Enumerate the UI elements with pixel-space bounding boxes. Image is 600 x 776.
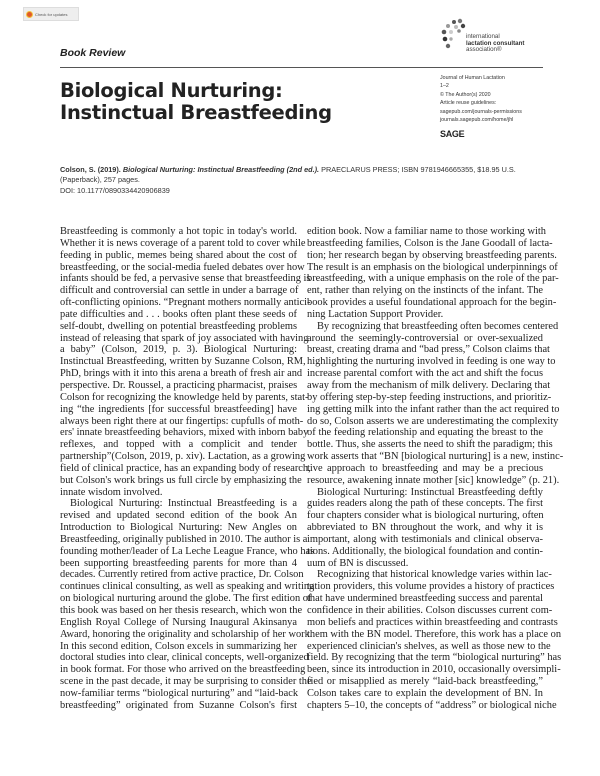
text-line: breastfeeding families, Colson is the Jane Goodall of lacta- (307, 237, 553, 249)
text-line: Colson takes care to explain the development of BN. In (307, 687, 543, 699)
book-citation (60, 165, 550, 196)
section-label: Book Review (60, 47, 126, 59)
paragraph (307, 320, 564, 487)
text-line: work asserts that “BN [biological nurturing] is a new, instinc- (307, 451, 564, 463)
text-line: field of clinical practice, has an expanding body of research, (60, 462, 311, 474)
paragraph (307, 226, 559, 321)
text-line: scene in the past decade, it may be surprising to consider the (60, 676, 312, 688)
text-line: abbreviated to BN throughout the work, and why it is (307, 522, 543, 534)
text-line: partnership”(Colson, 2019, p. xiv). Lactation, as a growing (60, 451, 306, 463)
text-line: instead of releasing that spark of joy associated with having (60, 332, 309, 344)
text-line: resource, awakening innate mother [sic] knowledge” (p. 21). (307, 474, 560, 486)
text-line: by offering step-by-step feeding instructions, and prioritiz- (307, 391, 552, 403)
text-line: tive approach to breastfeeding and may be a precious (307, 462, 543, 474)
text-line: breast, creating drama and “bad press,” Colson claims that (307, 344, 550, 356)
text-line: Instinctual Breastfeeding, written by Suzanne Colson, RM, (60, 356, 306, 368)
text-line: been supporting breastfeeding parents for more than 4 (60, 557, 297, 569)
text-line: Colson for recognizing the knowledge held by parents, stat- (60, 391, 309, 403)
text-line: reflexes, and topped with a complicit and tender (60, 439, 297, 451)
text-line: book provides a useful foundational approach for the begin- (307, 297, 557, 309)
copyright: © The Author(s) 2020 (440, 91, 491, 98)
text-line: revised and updated second edition of the book An (60, 510, 297, 522)
text-line: around the seemingly-controversial or over-sexualized (307, 332, 543, 344)
text-line: tation providers, this volume provides a history of practices (307, 581, 555, 593)
text-line: guides readers along the path of these concepts. The first (307, 498, 543, 510)
text-line: doctoral studies into clear, clinical concepts, well-organized (60, 652, 309, 664)
header-divider (60, 67, 543, 68)
text-line: breastfeeding, with a unique emphasis on the role of the par- (307, 273, 559, 285)
text-line: difficult and controversial can settle in under a barrage of (60, 285, 299, 297)
text-line: field. By recognizing that the term “biological nurturing” has (307, 652, 562, 664)
check-for-updates-label: Check for updates (35, 11, 68, 17)
check-for-updates-badge[interactable] (23, 7, 79, 21)
paragraph (307, 569, 562, 711)
journal-info (440, 74, 522, 124)
text-line: The result is an emphasis on the biological underpinnings of (307, 261, 558, 273)
citation-doi[interactable]: DOI: 10.1177/0890334420906839 (60, 185, 170, 195)
text-line: mon beliefs and practices within breastfeeding and contrasts (307, 616, 558, 628)
paragraph (60, 226, 311, 498)
reuse-label: Article reuse guidelines: (440, 100, 497, 107)
text-line: feeding in public, memes being shared about the cost of (60, 249, 297, 261)
text-line: In this second edition, Colson excels in summarizing her (60, 640, 297, 652)
text-line: English Royal College of Nursing Inaugural Akinsanya (60, 616, 297, 628)
text-line: uum of BN is discussed. (307, 557, 409, 569)
text-line: edition book. Now a familiar name to those working with (307, 226, 546, 237)
paragraph (307, 487, 543, 570)
sage-logo: SAGE (440, 129, 465, 139)
text-line: this book was based on her thesis research, which won the (60, 605, 303, 616)
body-column-right (307, 226, 564, 712)
text-line: in book format. For those who arrived on the breastfeeding (60, 664, 306, 676)
ilca-logo-text: international lactation consultant association® (466, 33, 525, 53)
paragraph (60, 498, 315, 711)
text-line: four chapters consider what is biological nurturing, often (307, 510, 544, 522)
text-line: pate difficulties and . . . books often plant these seeds of (60, 308, 297, 320)
text-line: self-doubt, dwelling on potential breastfeeding problems (60, 320, 297, 332)
text-line: perspective. Dr. Roussel, a practicing pharmacist, praises (60, 379, 298, 391)
permissions-link[interactable]: sagepub.com/journals-permissions (440, 108, 522, 115)
text-line: ing “the ingredients [for successful breastfeeding] have (60, 403, 297, 415)
text-line: fied or misapplied as merely “laid-back breastfeeding,” (307, 676, 543, 688)
journal-name: Journal of Human Lactation (440, 75, 505, 81)
text-line: breastfeeding, or the social-media fueled debates over how (60, 261, 305, 273)
text-line: been, since its introduction in 2010, occasionally oversimpli- (307, 664, 561, 676)
text-line: important, along with testimonials and clinical observa- (307, 533, 543, 545)
text-line: tions. Additionally, the biological foundation and contin- (307, 545, 543, 557)
text-line: confidence in their abilities. Colson discusses current com- (307, 605, 553, 616)
text-line: a baby” (Colson, 2019, p. 3). Biological Nurturing: (60, 344, 297, 356)
text-line: always been right there at our fingertips: cupfulls of moth- (60, 415, 304, 427)
text-line: increase parental comfort with the act and shift the focus (307, 368, 543, 380)
citation-book-title: Biological Nurturing: Instinctual Breastfeeding (2nd ed.). (122, 165, 320, 174)
text-line: chapters 5–10, the concepts of “address” or biological niche (307, 699, 557, 711)
text-line: PhD, brings with it into this arena a breath of fresh air and (60, 368, 303, 380)
text-line: of the feeding relationship and equating the breast to the (307, 427, 543, 439)
text-line: on biological nurturing around the globe. The first edition of (60, 593, 312, 605)
text-line: founding mother/leader of La Leche League France, who has (60, 545, 315, 557)
journal-home-link[interactable]: journals.sagepub.com/home/jhl (440, 117, 514, 124)
text-line: that have undermined breastfeeding success and parental (307, 593, 544, 605)
text-line: By recognizing that breastfeeding often becomes centered (317, 320, 559, 332)
text-line: tion; her research began by observing breastfeeding parents. (307, 249, 557, 261)
text-line: infants should be fed, a pervasive sense that breastfeeding is (60, 273, 311, 285)
text-line: now-familiar terms “biological nurturing” and “laid-back (60, 687, 299, 699)
article-title: Biological Nurturing: Instinctual Breastfeeding (60, 79, 332, 124)
text-line: highlighting the nurturing involved in feeding is one way to (307, 356, 556, 368)
text-line: Recognizing that historical knowledge varies within lac- (317, 569, 552, 581)
body-column-left (60, 226, 315, 712)
text-line: ning Lactation Support Provider. (307, 308, 444, 320)
text-line: bottle. Thus, she asserts the need to shift the paradigm; this (307, 439, 553, 451)
text-line: them with the BN model. Therefore, this work has a place on (307, 628, 562, 640)
text-line: ing getting milk into the infant rather than the act required to (307, 403, 560, 415)
text-line: Breastfeeding is commonly a hot topic in today's world. (60, 226, 297, 237)
text-line: ers' innate breastfeeding behaviors, mixed with inborn baby (60, 427, 309, 439)
text-line: Whether it is news coverage of a parent told to cover while (60, 237, 306, 249)
text-line: Biological Nurturing: Instinctual Breastfeeding deftly (317, 486, 543, 498)
text-line: decades. Currently retired from active practice, Dr. Colson (60, 569, 304, 581)
text-line: but Colson's work brings us full circle by emphasizing the (60, 474, 302, 486)
citation-author: Colson, S. (2019). (60, 165, 121, 174)
citation-details: PRAECLARUS PRESS; ISBN 9781946665355, $18.95 U.S. (Paperback), 257 pages. (60, 165, 516, 185)
text-line: oft-conflicting opinions. “Pregnant mothers normally antici- (60, 297, 311, 309)
text-line: ent, rather than relying on the instincts of the infant. The (307, 285, 543, 297)
page-range: 1–2 (440, 83, 449, 90)
text-line: Biological Nurturing: Instinctual Breastfeeding is a (70, 498, 297, 510)
text-line: do so, Colson asserts we are underestimating the complexity (307, 415, 559, 427)
text-line: Introduction to Biological Nurturing: New Angles on (60, 522, 297, 534)
text-line: Award, honoring the originality and scholarship of her work. (60, 628, 313, 640)
text-line: innate wisdom involved. (60, 486, 163, 498)
text-line: away from the mechanism of milk delivery. Declaring that (307, 379, 551, 391)
text-line: experienced clinician's shelves, as well as those new to the (307, 640, 551, 652)
check-updates-icon (26, 11, 33, 18)
text-line: Breastfeeding, originally published in 2010. The author is a (60, 533, 308, 545)
text-line: continues clinical consulting, as well as speaking and writing (60, 581, 315, 593)
text-line: breastfeeding” originated from Suzanne Colson's first (60, 699, 297, 711)
